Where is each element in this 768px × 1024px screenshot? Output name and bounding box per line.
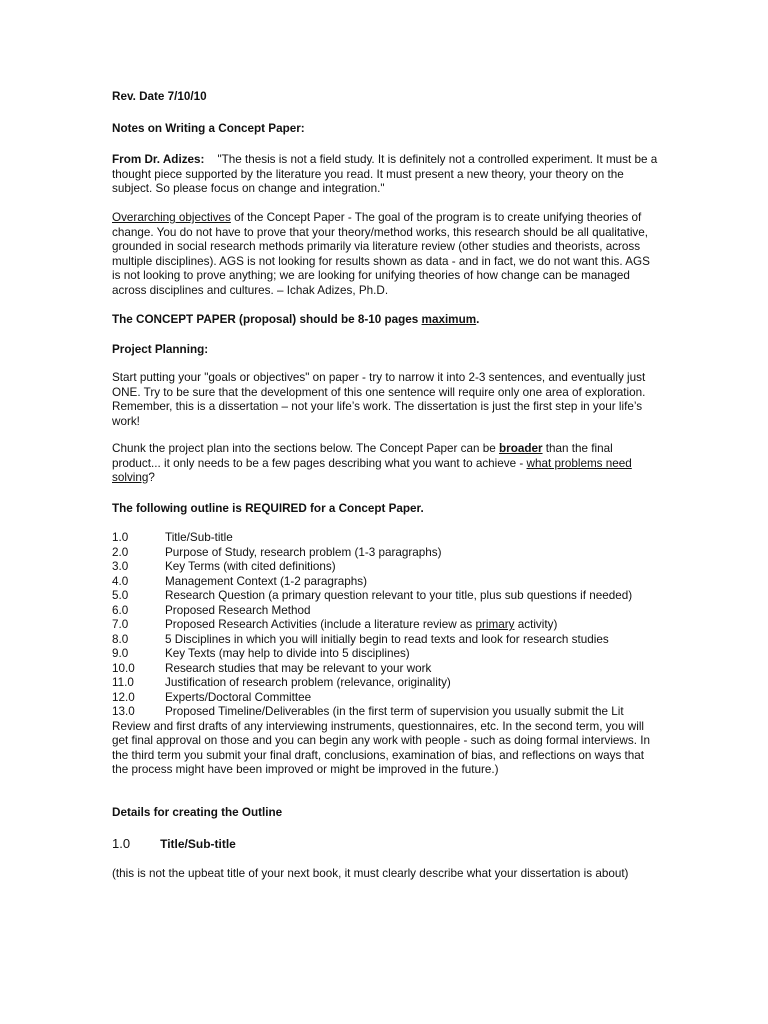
outline-item-number: 2.0 xyxy=(112,545,129,559)
details-heading: Details for creating the Outline xyxy=(112,806,283,819)
planning-heading: Project Planning: xyxy=(112,343,209,356)
outline-item-number: 10.0 xyxy=(112,661,135,675)
outline-item-text-pre: Proposed Research Activities (include a literature review as xyxy=(165,618,476,631)
outline-item-text: Key Texts (may help to divide into 5 disciplines) xyxy=(165,647,410,660)
concept-pages-note xyxy=(112,313,660,328)
chunk-middle: than the final product... it only needs to be a few pages describing what you want to achieve - xyxy=(112,442,613,470)
outline-item-text: Research Question (a primary question relevant to your title, plus sub questions if needed) xyxy=(165,589,633,602)
outline-item-number: 7.0 xyxy=(112,618,129,631)
outline-item xyxy=(112,633,660,648)
outline-item xyxy=(112,618,660,633)
concept-pages-suffix: . xyxy=(476,313,480,326)
planning-paragraph: Start putting your "goals or objectives" on paper - try to narrow it into 2-3 sentences, and eventually just ONE. Try to be sure that the development of this one sentence will require only one area of exploration. Remember, this is a dissertation – not your life’s work. The dissertation is just the first step in your life’s work! xyxy=(112,371,646,428)
outline-item-number: 1.0 xyxy=(112,531,129,544)
outline-item-number: 4.0 xyxy=(112,574,129,588)
detail-title: Title/Sub-title xyxy=(160,837,236,851)
outline-item-number: 13.0 xyxy=(112,705,135,718)
outline-item-text: Experts/Doctoral Committee xyxy=(165,690,312,704)
outline-item-text: Management Context (1-2 paragraphs) xyxy=(165,574,368,588)
chunk-prefix: Chunk the project plan into the sections below. The Concept Paper can be xyxy=(112,442,500,455)
chunk-link: what problems need solving xyxy=(112,456,632,484)
detail-title-line xyxy=(112,836,660,852)
outline-item xyxy=(112,531,660,546)
outline-item xyxy=(112,662,660,677)
outline-item-text: Key Terms (with cited definitions) xyxy=(165,560,336,573)
objectives-paragraph xyxy=(112,211,660,298)
outline-item xyxy=(112,691,660,706)
required-outline-list xyxy=(112,531,660,778)
revision-date xyxy=(112,90,660,105)
outline-item-text: Research studies that may be relevant to your work xyxy=(165,661,432,675)
outline-item-text: Purpose of Study, research problem (1-3 paragraphs) xyxy=(165,545,442,559)
chunk-suffix: ? xyxy=(148,471,155,484)
outline-item xyxy=(112,705,660,778)
outline-item xyxy=(112,604,660,619)
outline-item-text: 5 Disciplines in which you will initially begin to read texts and look for research studies xyxy=(165,632,609,646)
chunk-emph: broader xyxy=(499,442,543,455)
outline-item xyxy=(112,589,660,604)
chunk-paragraph xyxy=(112,442,660,486)
outline-item xyxy=(112,575,660,590)
outline-heading: The following outline is REQUIRED for a Concept Paper. xyxy=(112,502,424,515)
outline-item-number: 8.0 xyxy=(112,632,129,646)
objectives-label: Overarching objectives xyxy=(112,211,231,224)
outline-item-text: Proposed Timeline/Deliverables (in the first term of supervision you usually submit the Lit Review and first drafts of any interviewing instruments, questionnaires, etc. In the second term, you will get final approval on those and you can begin any work with people - such as doing formal interviews. In the third term you submit your final draft, conclusions, examination of bias, and reflections on ways that the process might have been improved or might be improved in the future.) xyxy=(112,705,650,776)
outline-item-number: 12.0 xyxy=(112,690,135,704)
outline-item-text-post: activity) xyxy=(514,618,558,631)
outline-item-text: Justification of research problem (relevance, originality) xyxy=(165,676,451,689)
outline-item-number: 9.0 xyxy=(112,647,129,660)
concept-pages-emph: maximum xyxy=(421,313,477,326)
adizes-label: From Dr. Adizes: xyxy=(112,153,205,166)
outline-item-text: Title/Sub-title xyxy=(165,531,233,544)
outline-item-number: 6.0 xyxy=(112,603,129,617)
objectives-text: of the Concept Paper - The goal of the program is to create unifying theories of change. You do not have to prove that your theory/method works, this research should be all qualitative, grounded in social research methods primarily via literature review (other studies and theorists, across multiple disciplines). AGS is not looking for results shown as data - and in fact, we do not want this. AGS is not looking to prove anything; we are looking for unifying theories of how change can be managed across disciplines and cultures. – Ichak Adizes, Ph.D. xyxy=(112,211,650,297)
concept-pages-prefix: The CONCEPT PAPER (proposal) should be 8-10 pages xyxy=(112,313,422,326)
outline-item xyxy=(112,560,660,575)
detail-number: 1.0 xyxy=(112,836,131,851)
outline-item-number: 3.0 xyxy=(112,560,129,573)
outline-item xyxy=(112,676,660,691)
outline-item xyxy=(112,546,660,561)
outline-item-text-emph: primary xyxy=(475,618,515,631)
outline-item-number: 11.0 xyxy=(112,676,134,689)
outline-item-number: 5.0 xyxy=(112,589,129,602)
detail-description: (this is not the upbeat title of your next book, it must clearly describe what your dissertation is about) xyxy=(112,867,629,880)
outline-item-text: Proposed Research Method xyxy=(165,603,311,617)
notes-title: Notes on Writing a Concept Paper: xyxy=(112,122,305,135)
adizes-quote: "The thesis is not a field study. It is definitely not a controlled experiment. It must be a thought piece supported by the literature you read. It must present a new theory, your theory on the subject. So please focus on change and integration." xyxy=(112,153,658,195)
outline-item xyxy=(112,647,660,662)
revision-date-text: Rev. Date 7/10/10 xyxy=(112,90,207,103)
adizes-quote-paragraph xyxy=(112,153,660,197)
